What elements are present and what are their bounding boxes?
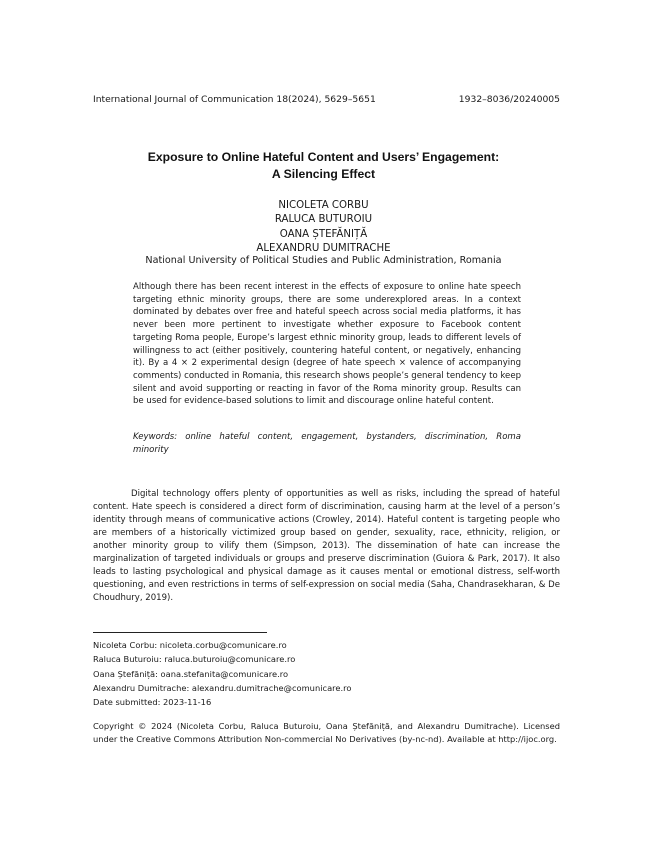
intro-paragraph: Digital technology offers plenty of opportunities as well as risks, including the spread of hateful content. Hate speech is considered a direct form of discrimination, causing harm at the level of a person’s identity through means of communicative actions (Crowley, 2014). Hateful content is targeting people who are members of a historically victimized group based on gender, sexuality, race, ethnicity, religion, or another minority group to vilify them (Simpson, 2013). The dissemination of hate can increase the marginalization of targeted individuals or groups and preserve discrimination (Guiora & Park, 2017). It also leads to lasting psychological and physical damage as it causes mental or emotional distress, self-worth questioning, and even restrictions in terms of self-expression on social media (Saha, Chandrasekharan, & De Choudhury, 2019). bbox=[93, 489, 560, 603]
keywords: Keywords: online hateful content, engagement, bystanders, discrimination, Roma minority bbox=[133, 432, 521, 455]
title-line-1: Exposure to Online Hateful Content and Users’ Engagement: bbox=[147, 150, 500, 164]
footnote-email-dumitrache: Alexandru Dumitrache: alexandru.dumitrache@comunicare.ro bbox=[93, 682, 352, 693]
running-header bbox=[93, 94, 560, 105]
author-name: ALEXANDRU DUMITRACHE bbox=[256, 242, 391, 254]
license-notice: Copyright © 2024 (Nicoleta Corbu, Raluca Buturoiu, Oana Ștefăniță, and Alexandru Dumitrache). Licensed under the Creative Commons Attribution Non-commercial No Derivatives (by-nc-nd). Available at http://ijoc.org. bbox=[93, 721, 560, 745]
issn: 1932–8036/20240005 bbox=[458, 94, 560, 105]
footnote-email-corbu: Nicoleta Corbu: nicoleta.corbu@comunicare.ro bbox=[93, 640, 287, 650]
footnote-date-submitted: Date submitted: 2023-11-16 bbox=[93, 697, 212, 708]
journal-citation: International Journal of Communication 18(2024), 5629–5651 bbox=[93, 94, 376, 105]
footnote-email-buturoiu: Raluca Buturoiu: raluca.buturoiu@comunicare.ro bbox=[93, 654, 296, 665]
title-line-2: A Silencing Effect bbox=[271, 167, 376, 181]
abstract: Although there has been recent interest in the effects of exposure to online hate speech targeting ethnic minority groups, there are some underexplored areas. In a context dominated by debates over free and hateful speech across social media platforms, it has never been more pertinent to investigate whether exposure to Facebook content targeting Roma people, Europe’s largest ethnic minority group, leads to different levels of willingness to act (either positively, countering hateful content, or negatively, enhancing it). By a 4 × 2 experimental design (degree of hate speech × valence of accompanying comments) conducted in Romania, this research shows people’s general tendency to keep silent and avoid supporting or reacting in favor of the Roma minority group. Results can be used for evidence-based solutions to limit and discourage online hateful content. bbox=[133, 282, 521, 407]
author-list bbox=[60, 199, 587, 256]
affiliation: National University of Political Studies and Public Administration, Romania bbox=[145, 255, 502, 266]
author-name: RALUCA BUTUROIU bbox=[274, 214, 373, 226]
author-name: OANA ȘTEFĂNIȚĂ bbox=[279, 228, 368, 240]
footnotes bbox=[93, 638, 560, 709]
footnote-email-stefanita: Oana Ștefăniță: oana.stefanita@comunicare.ro bbox=[93, 668, 289, 679]
paper-title bbox=[60, 149, 587, 183]
author-name: NICOLETA CORBU bbox=[278, 200, 369, 211]
footnote-divider bbox=[93, 632, 267, 633]
